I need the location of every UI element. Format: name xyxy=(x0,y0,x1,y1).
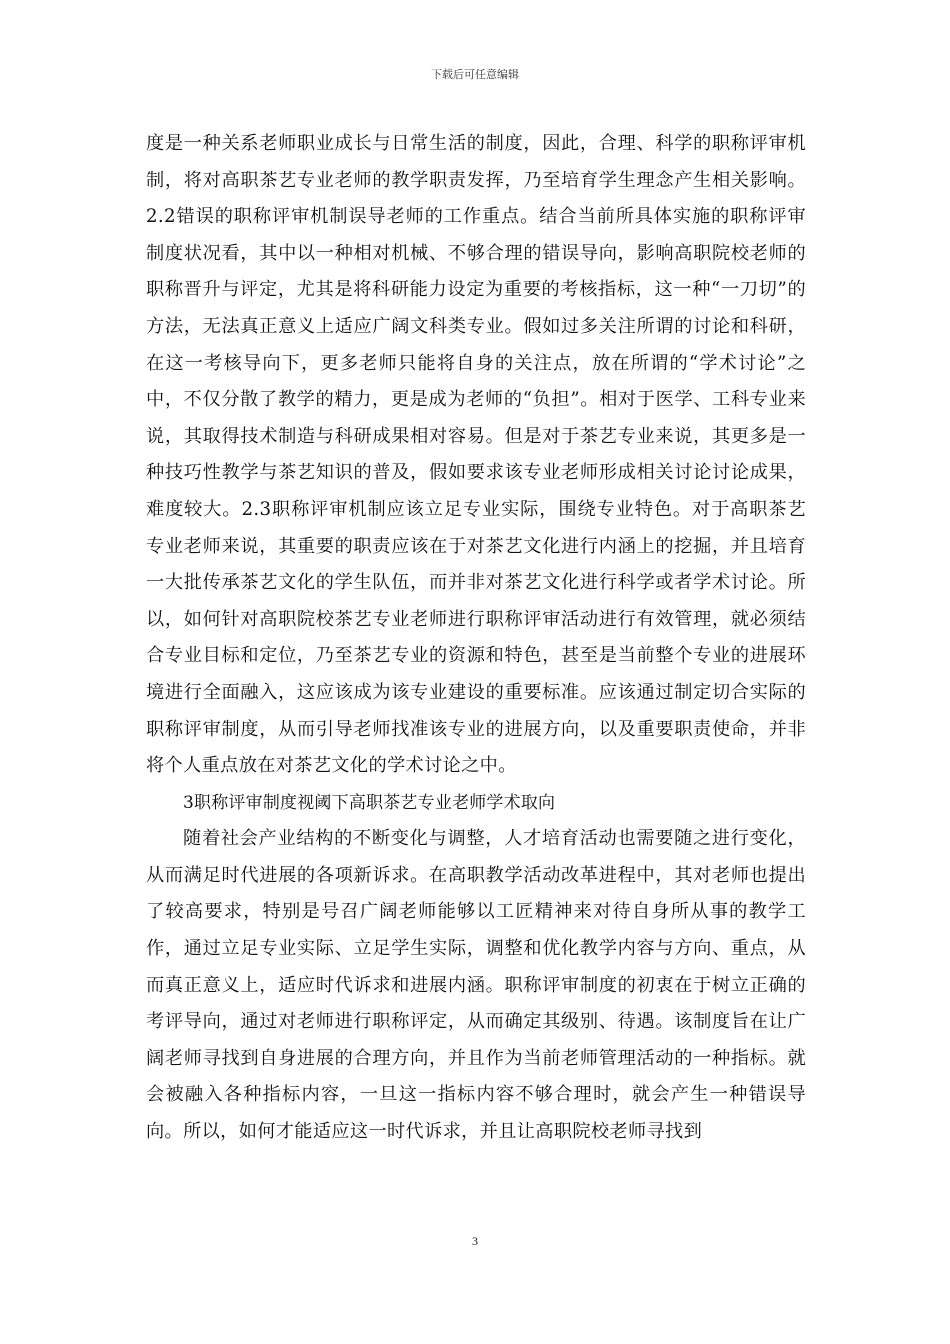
body-paragraph-2: 随着社会产业结构的不断变化与调整，人才培育活动也需要随之进行变化，从而满足时代进展的各项新诉求。在高职教学活动改革进程中，其对老师也提出了较高要求，特别是号召广阔老师能够以工匠精神来对待自身所从事的教学工作，通过立足专业实际、立足学生实际，调整和优化教学内容与方向、重点，从而真正意义上，适应时代诉求和进展内涵。职称评审制度的初衷在于树立正确的考评导向，通过对老师进行职称评定，从而确定其级别、待遇。该制度旨在让广阔老师寻找到自身进展的合理方向，并且作为当前老师管理活动的一种指标。就会被融入各种指标内容，一旦这一指标内容不够合理时，就会产生一种错误导向。所以，如何才能适应这一时代诉求，并且让高职院校老师寻找到 xyxy=(146,828,806,1143)
section-heading: 3职称评审制度视阈下高职茶艺专业老师学术取向 xyxy=(183,792,556,813)
body-paragraph-1: 度是一种关系老师职业成长与日常生活的制度，因此，合理、科学的职称评审机制，将对高职茶艺专业老师的教学职责发挥，乃至培育学生理念产生相关影响。2.2错误的职称评审机制误导老师的工作重点。结合当前所具体实施的职称评审制度状况看，其中以一种相对机械、不够合理的错误导向，影响高职院校老师的职称晋升与评定，尤其是将科研能力设定为重要的考核指标，这一种“一刀切”的方法，无法真正意义上适应广阔文科类专业。假如过多关注所谓的讨论和科研，在这一考核导向下，更多老师只能将自身的关注点，放在所谓的“学术讨论”之中，不仅分散了教学的精力，更是成为老师的“负担”。相对于医学、工科专业来说，其取得技术制造与科研成果相对容易。但是对于茶艺专业来说，其更多是一种技巧性教学与茶艺知识的普及，假如要求该专业老师形成相关讨论讨论成果，难度较大。2.3职称评审机制应该立足专业实际，围绕专业特色。对于高职茶艺专业老师来说，其重要的职责应该在于对茶艺文化进行内涵上的挖掘，并且培育一大批传承茶艺文化的学生队伍，而并非对茶艺文化进行科学或者学术讨论。所以，如何针对高职院校茶艺专业老师进行职称评审活动进行有效管理，就必须结合专业目标和定位，乃至茶艺专业的资源和特色，甚至是当前整个专业的进展环境进行全面融入，这应该成为该专业建设的重要标准。应该通过制定切合实际的职称评审制度，从而引导老师找准该专业的进展方向，以及重要职责使命，并非将个人重点放在对茶艺文化的学术讨论之中。 xyxy=(146,133,806,777)
document-body xyxy=(146,126,806,1151)
page-number: 3 xyxy=(472,1234,478,1248)
page-header: 下载后可任意编辑 xyxy=(431,68,519,81)
